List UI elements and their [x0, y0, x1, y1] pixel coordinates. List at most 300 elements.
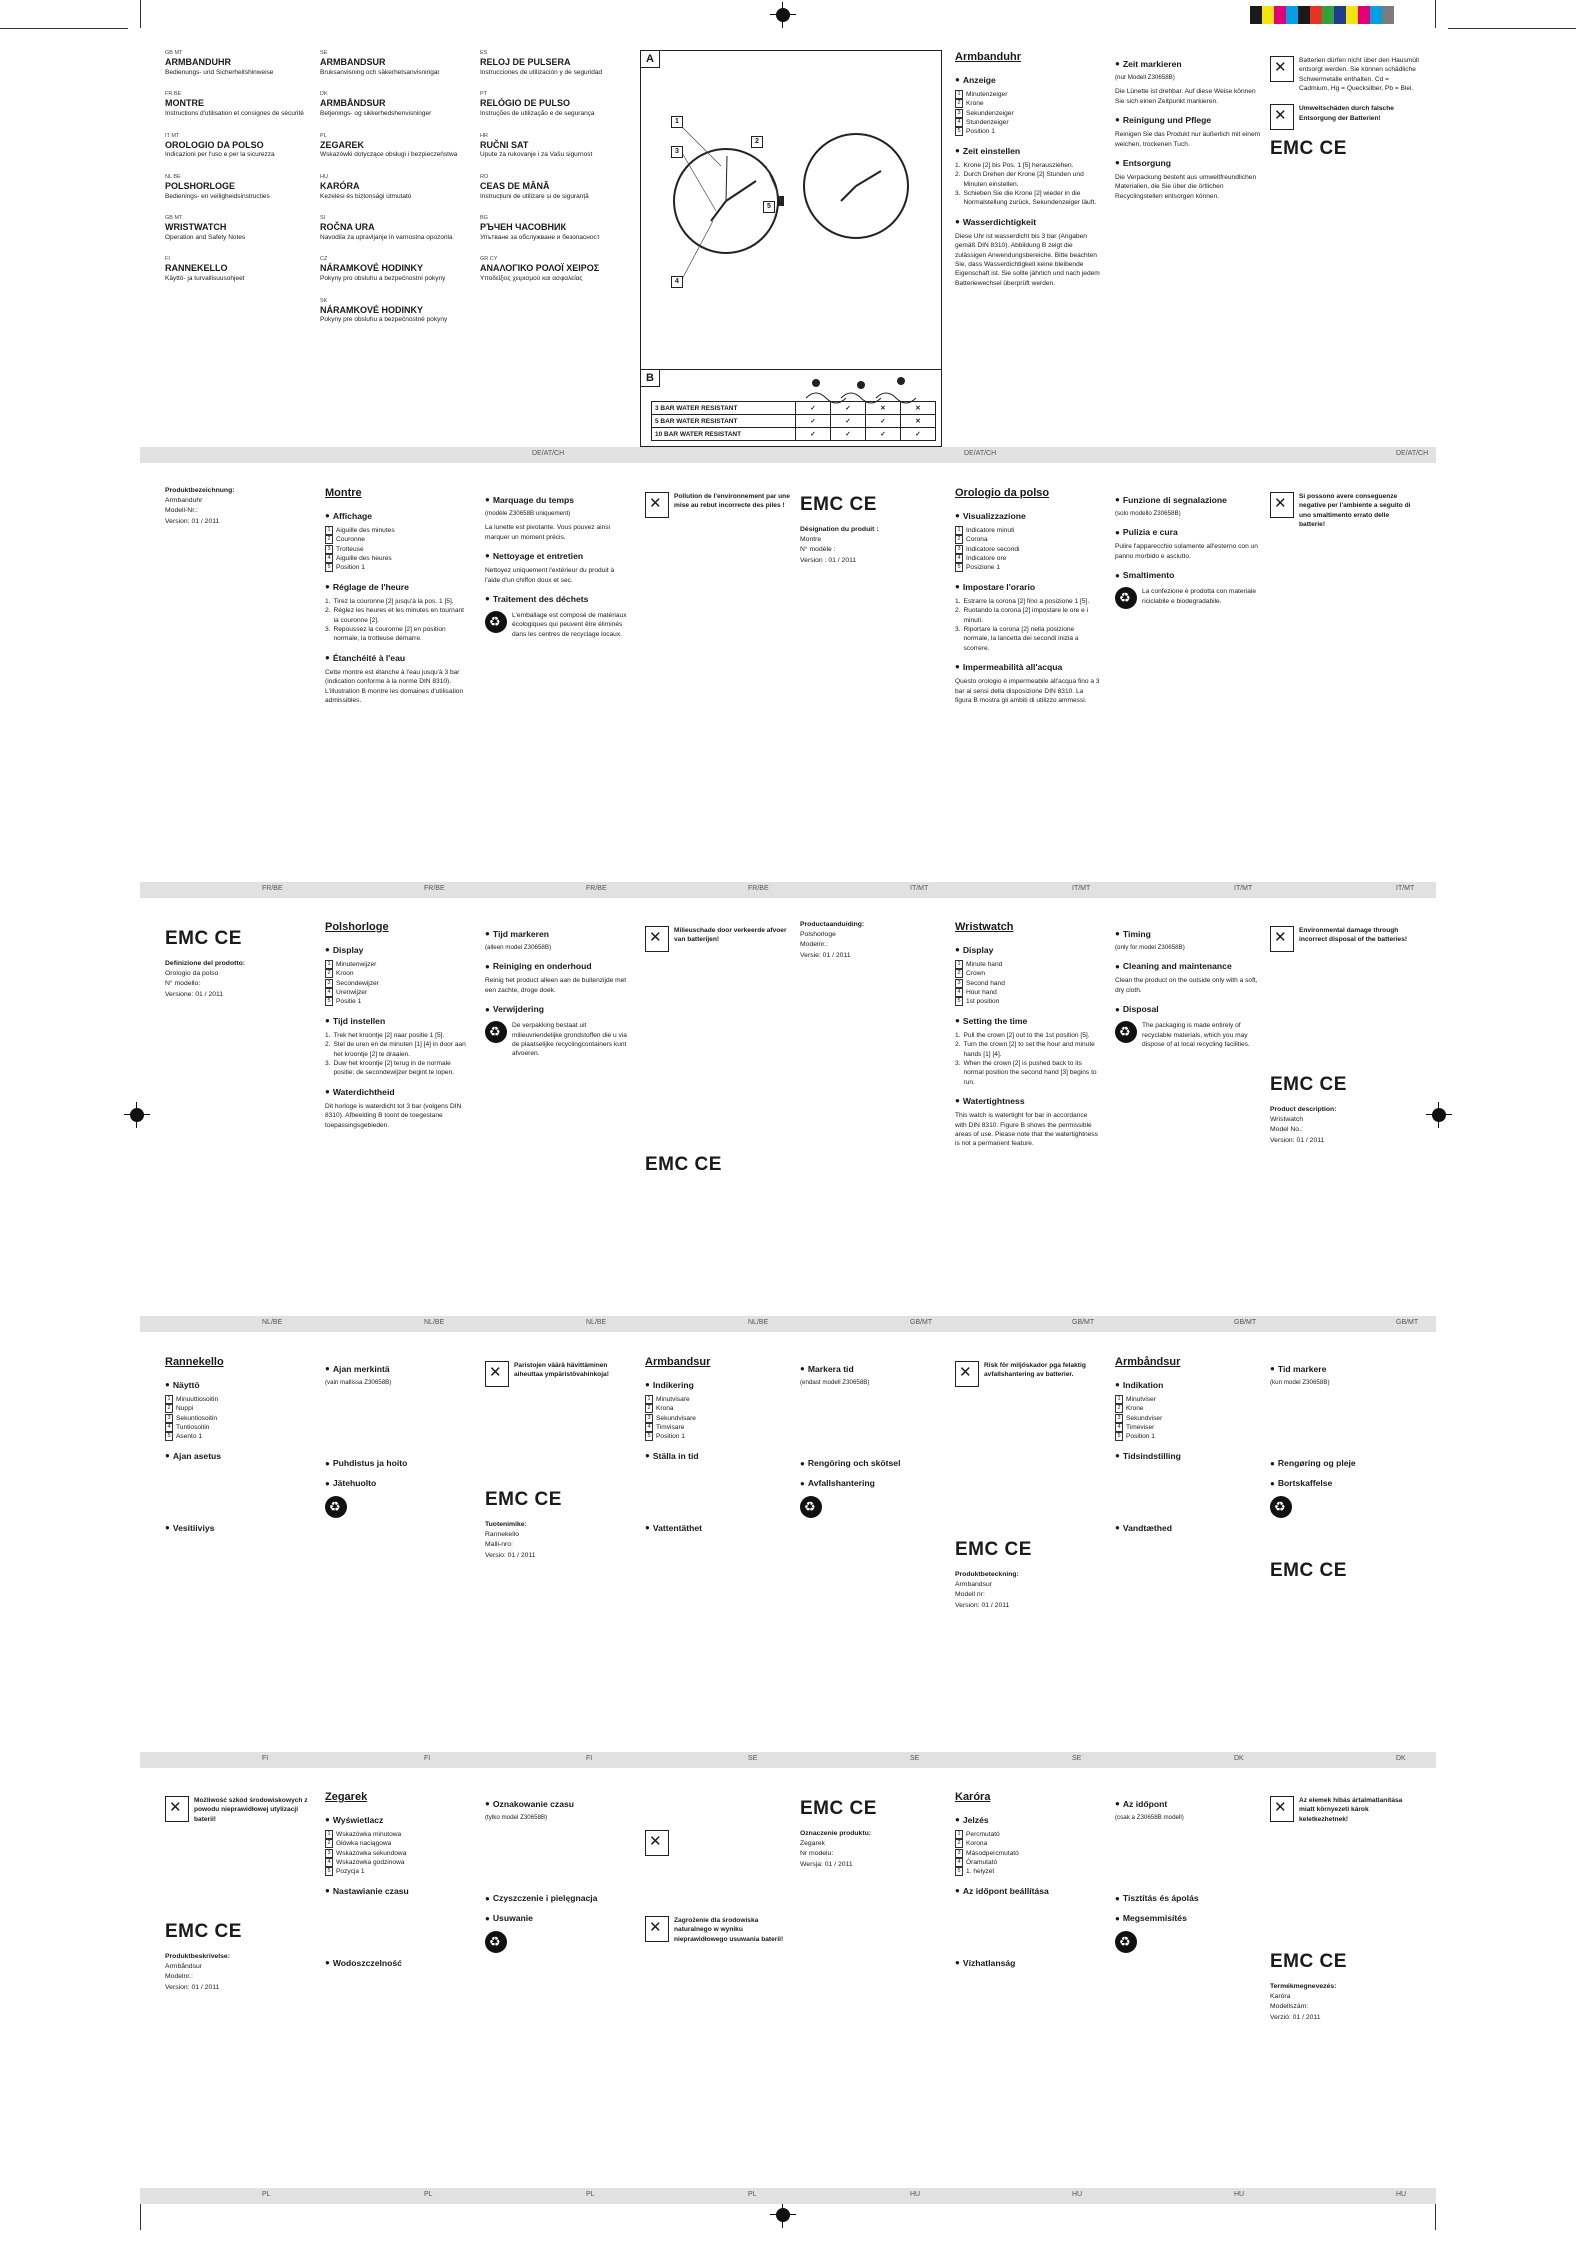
section-code-label: PL — [586, 2191, 595, 2198]
product-info-line: Version: 01 / 2011 — [165, 517, 220, 525]
recycling-icon — [1270, 1496, 1292, 1518]
color-swatch — [1370, 6, 1382, 24]
item-text: Krone — [966, 100, 984, 108]
model-note: (modèle Z30658B uniquement) — [485, 510, 571, 518]
section-code-label: FR/BE — [262, 885, 283, 892]
list-item — [955, 1040, 1100, 1059]
section-heading: ● Nastawianie czasu — [325, 1885, 409, 1896]
product-info — [1270, 1982, 1415, 2023]
product-info-line: Zegarek — [800, 1840, 825, 1848]
section-heading: ● Czyszczenie i pielęgnacja — [485, 1893, 598, 1904]
item-number: 1 — [645, 1395, 653, 1404]
de-column-3 — [1270, 50, 1420, 498]
section-code-label: HU — [1234, 2191, 1245, 2198]
item-number: 3. — [955, 625, 961, 633]
language-subtitle: Operation and Safety Notes — [165, 233, 246, 241]
product-info-line: Versio: 01 / 2011 — [485, 1551, 536, 1559]
country-codes: ES — [480, 50, 488, 56]
section-code-label: FR/BE — [748, 885, 769, 892]
callout-4: 4 — [671, 276, 683, 288]
item-text: Wskazówka godzinowa — [336, 1858, 405, 1866]
language-title-block — [480, 215, 630, 242]
warning-text: Risk för miljöskador pga felaktig avfallshantering av batterier. — [984, 1362, 1086, 1379]
it-column-1 — [955, 486, 1100, 934]
item-text: Minuuttiosoitin — [176, 1395, 219, 1403]
country-codes: CZ — [320, 256, 328, 263]
item-text: Timvisare — [656, 1423, 685, 1431]
list-item — [165, 1395, 310, 1404]
language-subtitle: Käyttö- ja turvallisuusohjeet — [165, 275, 245, 283]
section-title: Orologio da polso — [955, 487, 1050, 499]
item-number: 2 — [1115, 1404, 1123, 1413]
callout-3: 3 — [671, 146, 683, 158]
list-item — [325, 1867, 470, 1876]
language-title-block — [480, 174, 630, 201]
crossed-bin-icon — [165, 1796, 189, 1822]
item-number: 3 — [955, 1849, 963, 1858]
country-codes: PL — [320, 132, 327, 139]
water-mark-cell: ✓ — [831, 415, 866, 428]
paragraph: Reinigen Sie das Produkt nur äußerlich mit einem weichen, trockenen Tuch. — [1115, 131, 1261, 148]
separator-bar-4 — [140, 1752, 1436, 1768]
language-subtitle: Bedienings- en veiligheidsinstructies — [165, 192, 270, 200]
list-item — [955, 161, 1105, 170]
item-number: 1. — [955, 161, 961, 169]
item-number: 3 — [955, 109, 963, 118]
section-heading: ● Megsemmisítés — [1115, 1913, 1187, 1924]
section-code-label: DE/AT/CH — [964, 450, 997, 457]
display-list — [165, 1395, 310, 1442]
product-info-line: Versione: 01 / 2011 — [165, 990, 224, 998]
item-number: 3 — [325, 979, 333, 988]
display-list — [325, 1830, 470, 1877]
model-note: (vain mallissa Z30658B) — [325, 1379, 392, 1387]
item-text: 1. helyzet — [966, 1868, 995, 1876]
list-item — [955, 90, 1105, 99]
list-item — [325, 997, 470, 1006]
language-title: RANNEKELLO — [165, 263, 228, 274]
model-note: (csak a Z30658B modell) — [1115, 1814, 1184, 1822]
model-note: (nur Modell Z30658B) — [1115, 74, 1175, 82]
list-item — [325, 625, 470, 644]
section-heading: ● Avfallshantering — [800, 1478, 875, 1489]
product-info-line: Produktbeteckning: — [955, 1570, 1019, 1578]
product-info-line: Version: 01 / 2011 — [1270, 1136, 1325, 1144]
fr-column-4 — [800, 486, 945, 934]
color-swatch — [1274, 6, 1286, 24]
item-number: 1 — [325, 960, 333, 969]
fr-product-info — [165, 486, 310, 934]
sv-column-2 — [800, 1355, 945, 1803]
warning-text: Environmental damage through incorrect disposal of the batteries! — [1299, 927, 1408, 944]
section-heading: ● Indikering — [645, 1379, 694, 1390]
section-heading: ● Tijd instellen — [325, 1015, 386, 1026]
item-number: 1 — [325, 526, 333, 535]
section-heading: ● Zeit markieren — [1115, 59, 1182, 69]
list-item — [955, 118, 1105, 127]
steps-list — [325, 597, 470, 644]
item-text: Secondewijzer — [336, 979, 379, 987]
section-heading: ● Anzeige — [955, 74, 996, 85]
product-info-line: Modell nr: — [955, 1591, 985, 1599]
model-note: (tylko model Z30658B) — [485, 1814, 548, 1822]
emc-ce-mark: EMC CE — [800, 1798, 877, 1819]
section-heading: ● Disposal — [1115, 1004, 1159, 1015]
language-subtitle: Navodila za upravljanje in varnostna opozorila — [320, 233, 453, 241]
warning-text: Możliwość szkód środowiskowych z powodu nieprawidłowej utylizacji baterii! — [194, 1797, 308, 1823]
product-info-line: Nr modelu: — [800, 1850, 834, 1858]
language-list-3 — [480, 50, 630, 498]
hu-column-3 — [1270, 1790, 1415, 2238]
crossed-bin-icon — [1270, 56, 1294, 82]
item-number: 1 — [325, 1830, 333, 1839]
it-product-info — [165, 920, 310, 1368]
water-mark-cell: ✓ — [901, 428, 936, 441]
list-item — [325, 960, 470, 969]
item-text: Sekundviser — [1126, 1414, 1163, 1422]
list-item — [1115, 1404, 1260, 1413]
item-text: Minutenzeiger — [966, 90, 1008, 98]
language-subtitle: Υποδείξεις χειρισμού και ασφαλείας — [480, 275, 583, 283]
pl-column-3 — [645, 1790, 790, 2238]
item-number: 3 — [645, 1414, 653, 1423]
steps-list — [955, 597, 1100, 653]
model-note: (alleen model Z30658B) — [485, 944, 552, 952]
section-code-label: HU — [1072, 2191, 1083, 2198]
product-info-line: Désignation du produit : — [800, 525, 879, 533]
product-info — [165, 1952, 310, 1993]
item-text: Estrarre la corona [2] fino a posizione 1 [5]. — [963, 597, 1090, 605]
section-heading: ● Pulizia e cura — [1115, 527, 1178, 538]
item-text: Position 1 — [336, 564, 365, 572]
section-heading: ● Näyttö — [165, 1379, 200, 1390]
item-number: 4 — [1115, 1423, 1123, 1432]
item-number: 2. — [325, 1041, 331, 1049]
section-code-label: GB/MT — [910, 1319, 933, 1326]
product-info-line: Modelnr.: — [165, 1973, 193, 1981]
en-column-1 — [955, 920, 1100, 1368]
language-title-block — [320, 50, 470, 77]
section-heading: ● Funzione di segnalazione — [1115, 495, 1227, 505]
language-subtitle: Indicazioni per l'uso e per la sicurezza — [165, 151, 275, 159]
section-code-label: DE/AT/CH — [1396, 450, 1429, 457]
country-codes: BG — [480, 215, 488, 222]
list-item — [645, 1404, 790, 1413]
item-number: 1. — [325, 597, 331, 605]
item-text: Turn the crown [2] to set the hour and minute hands [1] [4]. — [963, 1041, 1095, 1058]
item-text: Tirez la couronne [2] jusqu'à la pos. 1 [5]. — [333, 597, 454, 605]
language-title-block — [165, 256, 315, 283]
product-info — [1270, 1105, 1415, 1146]
section-code-label: GB/MT — [1072, 1319, 1095, 1326]
emc-ce-mark: EMC CE — [645, 1154, 722, 1175]
product-info-line: N° modèle : — [800, 546, 836, 554]
water-row — [652, 402, 936, 415]
section-code-label: NL/BE — [586, 1319, 607, 1326]
water-mark-cell: ✕ — [901, 402, 936, 415]
item-number: 4 — [645, 1423, 653, 1432]
item-text: Indicatore minuti — [966, 526, 1015, 534]
section-heading: ● Az időpont — [1115, 1799, 1168, 1809]
item-text: Riportare la corona [2] nella posizione normale, la lancetta dei secondi inizia a scorrere. — [963, 625, 1079, 652]
water-rating-label: 10 BAR WATER RESISTANT — [652, 428, 796, 441]
paragraph: Questo orologio è impermeabile all'acqua fino a 3 bar ai sensi della disposizione DIN 8310. La figura B mostra gli ambiti di utilizzo ammessi. — [955, 678, 1100, 704]
item-number: 2. — [955, 1041, 961, 1049]
item-text: Stel de uren en de minuten [1] [4] in door aan het kroontje [2] te draaien. — [333, 1041, 466, 1058]
section-code-label: HU — [910, 2191, 921, 2198]
language-title: NÁRAMKOVÉ HODINKY — [320, 304, 424, 315]
panel-row-4 — [140, 1355, 1436, 1815]
language-title-block — [165, 174, 315, 201]
list-item — [955, 988, 1100, 997]
section-code-label: FI — [586, 1755, 593, 1762]
water-row — [652, 415, 936, 428]
item-number: 3 — [165, 1414, 173, 1423]
item-number: 2. — [955, 171, 961, 179]
water-mark-cell: ✓ — [796, 428, 831, 441]
country-codes: PT — [480, 91, 488, 98]
section-heading: ● Ställa in tid — [645, 1450, 699, 1461]
item-number: 2 — [955, 99, 963, 108]
item-text: Aiguille des heures — [336, 554, 392, 562]
section-code-label: GB/MT — [1234, 1319, 1257, 1326]
section-heading: ● Timing — [1115, 929, 1151, 939]
item-number: 2 — [165, 1404, 173, 1413]
water-mark-cell: ✓ — [866, 415, 901, 428]
panel-row-3 — [140, 920, 1436, 1380]
product-info-line: Wristwatch — [1270, 1116, 1304, 1124]
section-heading: ● Waterdichtheid — [325, 1086, 395, 1097]
country-codes: FR BE — [165, 91, 182, 98]
list-item — [325, 969, 470, 978]
water-mark-cell: ✕ — [901, 415, 936, 428]
list-item — [955, 597, 1100, 606]
language-title: ARMBANDSUR — [320, 57, 386, 68]
language-title-block — [320, 91, 470, 118]
callout-1: 1 — [671, 116, 683, 128]
section-code-label: DK — [1396, 1755, 1406, 1762]
color-swatch — [1346, 6, 1358, 24]
language-title: ZEGAREK — [320, 139, 365, 150]
section-code-label: PL — [262, 2191, 271, 2198]
list-item — [645, 1395, 790, 1404]
item-text: Indicatore secondi — [966, 545, 1020, 553]
list-item — [955, 969, 1100, 978]
list-item — [325, 1059, 470, 1078]
nl-product-info — [800, 920, 945, 1368]
steps-list — [955, 161, 1105, 208]
paragraph: Cette montre est étanche à l'eau jusqu'à 3 bar (indication conforme à la norme DIN 8310). L'illustration B montre les domaines d'utilisation admissibles. — [325, 668, 464, 704]
list-item — [325, 597, 470, 606]
list-item — [955, 1031, 1100, 1040]
section-heading: ● Jätehuolto — [325, 1478, 377, 1489]
crossed-bin-icon — [645, 492, 669, 518]
list-item — [955, 1849, 1100, 1858]
section-title: Armbandsur — [645, 1356, 711, 1368]
language-subtitle: Pokyny pro obsluhu a bezpečnostní pokyny — [320, 275, 446, 283]
section-heading: ● Oznakowanie czasu — [485, 1799, 575, 1809]
list-item — [325, 1040, 470, 1059]
section-heading: ● Nettoyage et entretien — [485, 550, 584, 561]
language-title: RUČNI SAT — [480, 139, 529, 150]
display-list — [1115, 1395, 1260, 1442]
pl-column-4 — [800, 1790, 945, 2238]
crop-mark — [1435, 0, 1436, 28]
paragraph: De verpakking bestaat uit milieuvriendelijke grondstoffen die u via de plaatselijke recyclingcontainers kunt afvoeren. — [512, 1022, 627, 1058]
section-heading: ● Usuwanie — [485, 1913, 533, 1924]
list-item — [1115, 1414, 1260, 1423]
product-info-line: Armbanduhr — [165, 497, 203, 505]
language-subtitle: Pokyny pre obsluhu a bezpečnostné pokyny — [320, 316, 448, 324]
warning-text: Umweltschäden durch falsche Entsorgung der Batterien! — [1299, 105, 1394, 122]
section-title: Rannekello — [165, 1356, 224, 1368]
fi-column-1 — [165, 1355, 310, 1803]
item-number: 2 — [955, 1839, 963, 1848]
section-heading: ● Reiniging en onderhoud — [485, 961, 592, 972]
product-info — [955, 1570, 1100, 1611]
steps-list — [325, 1031, 470, 1078]
item-text: Krona — [656, 1405, 674, 1413]
water-rating-label: 3 BAR WATER RESISTANT — [652, 402, 796, 415]
item-text: Crown — [966, 970, 986, 978]
item-text: Óramutató — [966, 1858, 998, 1866]
language-subtitle: Betjenings- og sikkerhedshenvisninger — [320, 110, 432, 118]
list-item — [955, 127, 1105, 136]
emc-ce-mark: EMC CE — [1270, 138, 1347, 160]
list-item — [955, 526, 1100, 535]
country-codes: HR — [480, 132, 488, 139]
fi-column-2 — [325, 1355, 470, 1803]
section-code-label: IT/MT — [1234, 885, 1253, 892]
list-item — [325, 979, 470, 988]
paragraph: L'emballage est composé de matériaux écologiques qui peuvent être éliminés dans les centres de recyclage locaux. — [512, 612, 627, 638]
language-subtitle: Upute za rukovanje i za Vašu sigurnost — [480, 151, 593, 159]
section-code-label: SE — [748, 1755, 758, 1762]
list-item — [955, 625, 1100, 653]
language-title-block — [480, 91, 630, 118]
paragraph: Die Lünette ist drehbar. Auf diese Weise können Sie sich einen Zeitpunkt markieren. — [1115, 88, 1256, 105]
section-code-label: HU — [1396, 2191, 1407, 2198]
item-number: 2 — [955, 969, 963, 978]
section-heading: ● Étanchéité à l'eau — [325, 652, 406, 663]
item-number: 1 — [165, 1395, 173, 1404]
list-item — [955, 1839, 1100, 1848]
item-number: 3 — [955, 979, 963, 988]
item-text: Kroon — [336, 970, 354, 978]
emc-ce-mark: EMC CE — [165, 928, 242, 949]
section-code-label: FI — [262, 1755, 269, 1762]
language-title: KARÓRA — [320, 180, 360, 191]
item-text: Minutvisare — [656, 1395, 690, 1403]
language-title-block — [165, 50, 315, 77]
product-info-line: Model No.: — [1270, 1126, 1303, 1134]
product-info-line: Orologio da polso — [165, 970, 219, 978]
section-code-label: IT/MT — [1396, 885, 1415, 892]
callout-5: 5 — [763, 201, 775, 213]
item-number: 4 — [955, 118, 963, 127]
item-text: Percmutató — [966, 1830, 1000, 1838]
language-title: CEAS DE MÂNĂ — [480, 180, 550, 191]
watch-illustration — [641, 71, 941, 301]
item-text: Minutenwijzer — [336, 960, 377, 968]
section-heading: ● Cleaning and maintenance — [1115, 961, 1232, 972]
item-number: 2 — [325, 969, 333, 978]
language-title-block — [320, 298, 470, 325]
language-subtitle: Kezelési és biztonsági útmutató — [320, 192, 412, 200]
da-product-info — [165, 1790, 310, 2238]
item-text: Krone — [1126, 1405, 1144, 1413]
it-column-2 — [1115, 486, 1260, 934]
section-heading: ● Vesitiiviys — [165, 1522, 215, 1533]
crop-mark — [140, 0, 141, 28]
steps-list — [955, 1031, 1100, 1087]
product-info-line: Karóra — [1270, 1993, 1291, 2001]
product-info-line: Versie: 01 / 2011 — [800, 951, 851, 959]
warning-text: Paristojen väärä hävittäminen aiheuttaa ympäristövahinkoja! — [514, 1362, 609, 1379]
list-item — [955, 1858, 1100, 1867]
pl-column-2 — [485, 1790, 630, 2238]
paragraph: Pulire l'apparecchio solamente all'esterno con un panno morbido e asciutto. — [1115, 543, 1258, 560]
section-code-label: PL — [424, 2191, 433, 2198]
section-heading: ● Indikation — [1115, 1379, 1164, 1390]
figure-label-a: A — [640, 50, 660, 68]
water-mark-cell: ✓ — [831, 402, 866, 415]
item-number: 2 — [955, 535, 963, 544]
paragraph: Dit horloge is waterdicht tot 3 bar (volgens DIN 8310). Afbeelding B toont de toegestane toepassingsgebieden. — [325, 1102, 462, 1129]
fr-column-2 — [485, 486, 630, 934]
water-mark-cell: ✓ — [866, 428, 901, 441]
item-text: Aiguille des minutes — [336, 526, 395, 534]
section-code-label: GB/MT — [1396, 1319, 1419, 1326]
product-info-line: Polshorloge — [800, 931, 836, 939]
product-info — [800, 525, 945, 566]
paragraph: Reinig het product alleen aan de buitenzijde met een zachte, droge doek. — [485, 977, 627, 994]
item-text: Sekuntiosoitin — [176, 1414, 218, 1422]
country-codes: RO — [480, 173, 489, 180]
section-heading: ● Vandtæthed — [1115, 1522, 1173, 1533]
water-rating-label: 5 BAR WATER RESISTANT — [652, 415, 796, 428]
section-heading: ● Markera tid — [800, 1364, 854, 1374]
item-text: Posizione 1 — [966, 564, 1001, 572]
list-item — [325, 1849, 470, 1858]
language-title: WRISTWATCH — [165, 222, 227, 233]
color-swatch — [1322, 6, 1334, 24]
section-code-label: NL/BE — [262, 1319, 283, 1326]
product-info-line: Tuotenimike: — [485, 1520, 527, 1528]
fi-column-3 — [485, 1355, 630, 1803]
crossed-bin-icon — [645, 1916, 669, 1942]
section-heading: ● Ajan asetus — [165, 1450, 222, 1461]
item-text: Positie 1 — [336, 998, 362, 1006]
product-info-line: Montre — [800, 536, 822, 544]
crossed-bin-icon — [645, 1830, 669, 1856]
language-title-block — [320, 256, 470, 283]
color-swatch — [1262, 6, 1274, 24]
list-item — [325, 554, 470, 563]
language-subtitle: Instruções de utilização e de segurança — [480, 110, 595, 118]
language-title: RELÓGIO DE PULSO — [480, 98, 571, 109]
en-column-3 — [1270, 920, 1415, 1368]
product-info-line: Productaanduiding: — [800, 921, 865, 928]
list-item — [325, 1839, 470, 1848]
product-info-line: Rannekello — [485, 1531, 520, 1539]
country-codes: SI — [320, 215, 326, 222]
product-info-line: Version: 01 / 2011 — [955, 1601, 1010, 1609]
language-title-block — [320, 215, 470, 242]
section-heading: ● Wyświetlacz — [325, 1814, 384, 1825]
section-heading: ● Vízhatlanság — [955, 1957, 1016, 1968]
item-number: 3 — [1115, 1414, 1123, 1423]
